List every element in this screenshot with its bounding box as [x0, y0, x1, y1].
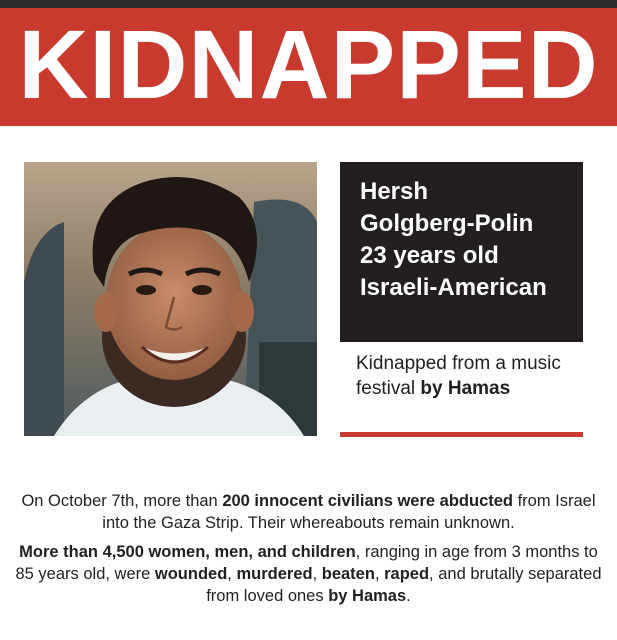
p1-bold-b: 200 innocent civilians were abducted — [222, 492, 513, 510]
kidnapped-from-caption — [356, 351, 596, 401]
p2-text-f: , — [312, 565, 322, 583]
age-label: 23 years old — [360, 242, 499, 269]
p2-text-b: , ranging in age from 3 months to 85 years old, were — [15, 543, 598, 583]
victims-paragraph — [14, 541, 603, 607]
p2-bold-e: murdered — [236, 565, 313, 583]
p2-bold-a: More than 4,500 women, men, and children — [19, 543, 356, 561]
p2-bold-i: raped — [384, 565, 430, 583]
p2-bold-k: by Hamas — [328, 587, 407, 605]
caption-emphasis: by Hamas — [420, 378, 511, 399]
p1-text-a: On October 7th, more than — [21, 492, 223, 510]
caption-text: Kidnapped from a music festival — [356, 353, 561, 399]
banner-title: KIDNAPPED — [18, 10, 599, 119]
red-divider — [340, 432, 583, 437]
p2-text-j: , and brutally separated from loved ones — [206, 565, 602, 605]
p2-text-h: , — [374, 565, 385, 583]
kidnapped-banner — [0, 8, 617, 126]
top-border-strip — [0, 0, 617, 8]
p2-text-d: , — [227, 565, 237, 583]
portrait-photo — [24, 162, 317, 436]
name-last: Golgberg-Polin — [360, 210, 534, 237]
abduction-paragraph — [14, 490, 603, 534]
p2-bold-c: wounded — [154, 565, 228, 583]
p1-text-c: from Israel into the Gaza Strip. Their whereabouts remain unknown. — [102, 492, 596, 532]
name-first: Hersh — [360, 178, 429, 205]
identity-box — [340, 162, 583, 342]
portrait-image — [24, 162, 317, 436]
nationality-label: Israeli-American — [360, 274, 547, 301]
p2-text-l: . — [406, 587, 411, 605]
p2-bold-g: beaten — [321, 565, 375, 583]
